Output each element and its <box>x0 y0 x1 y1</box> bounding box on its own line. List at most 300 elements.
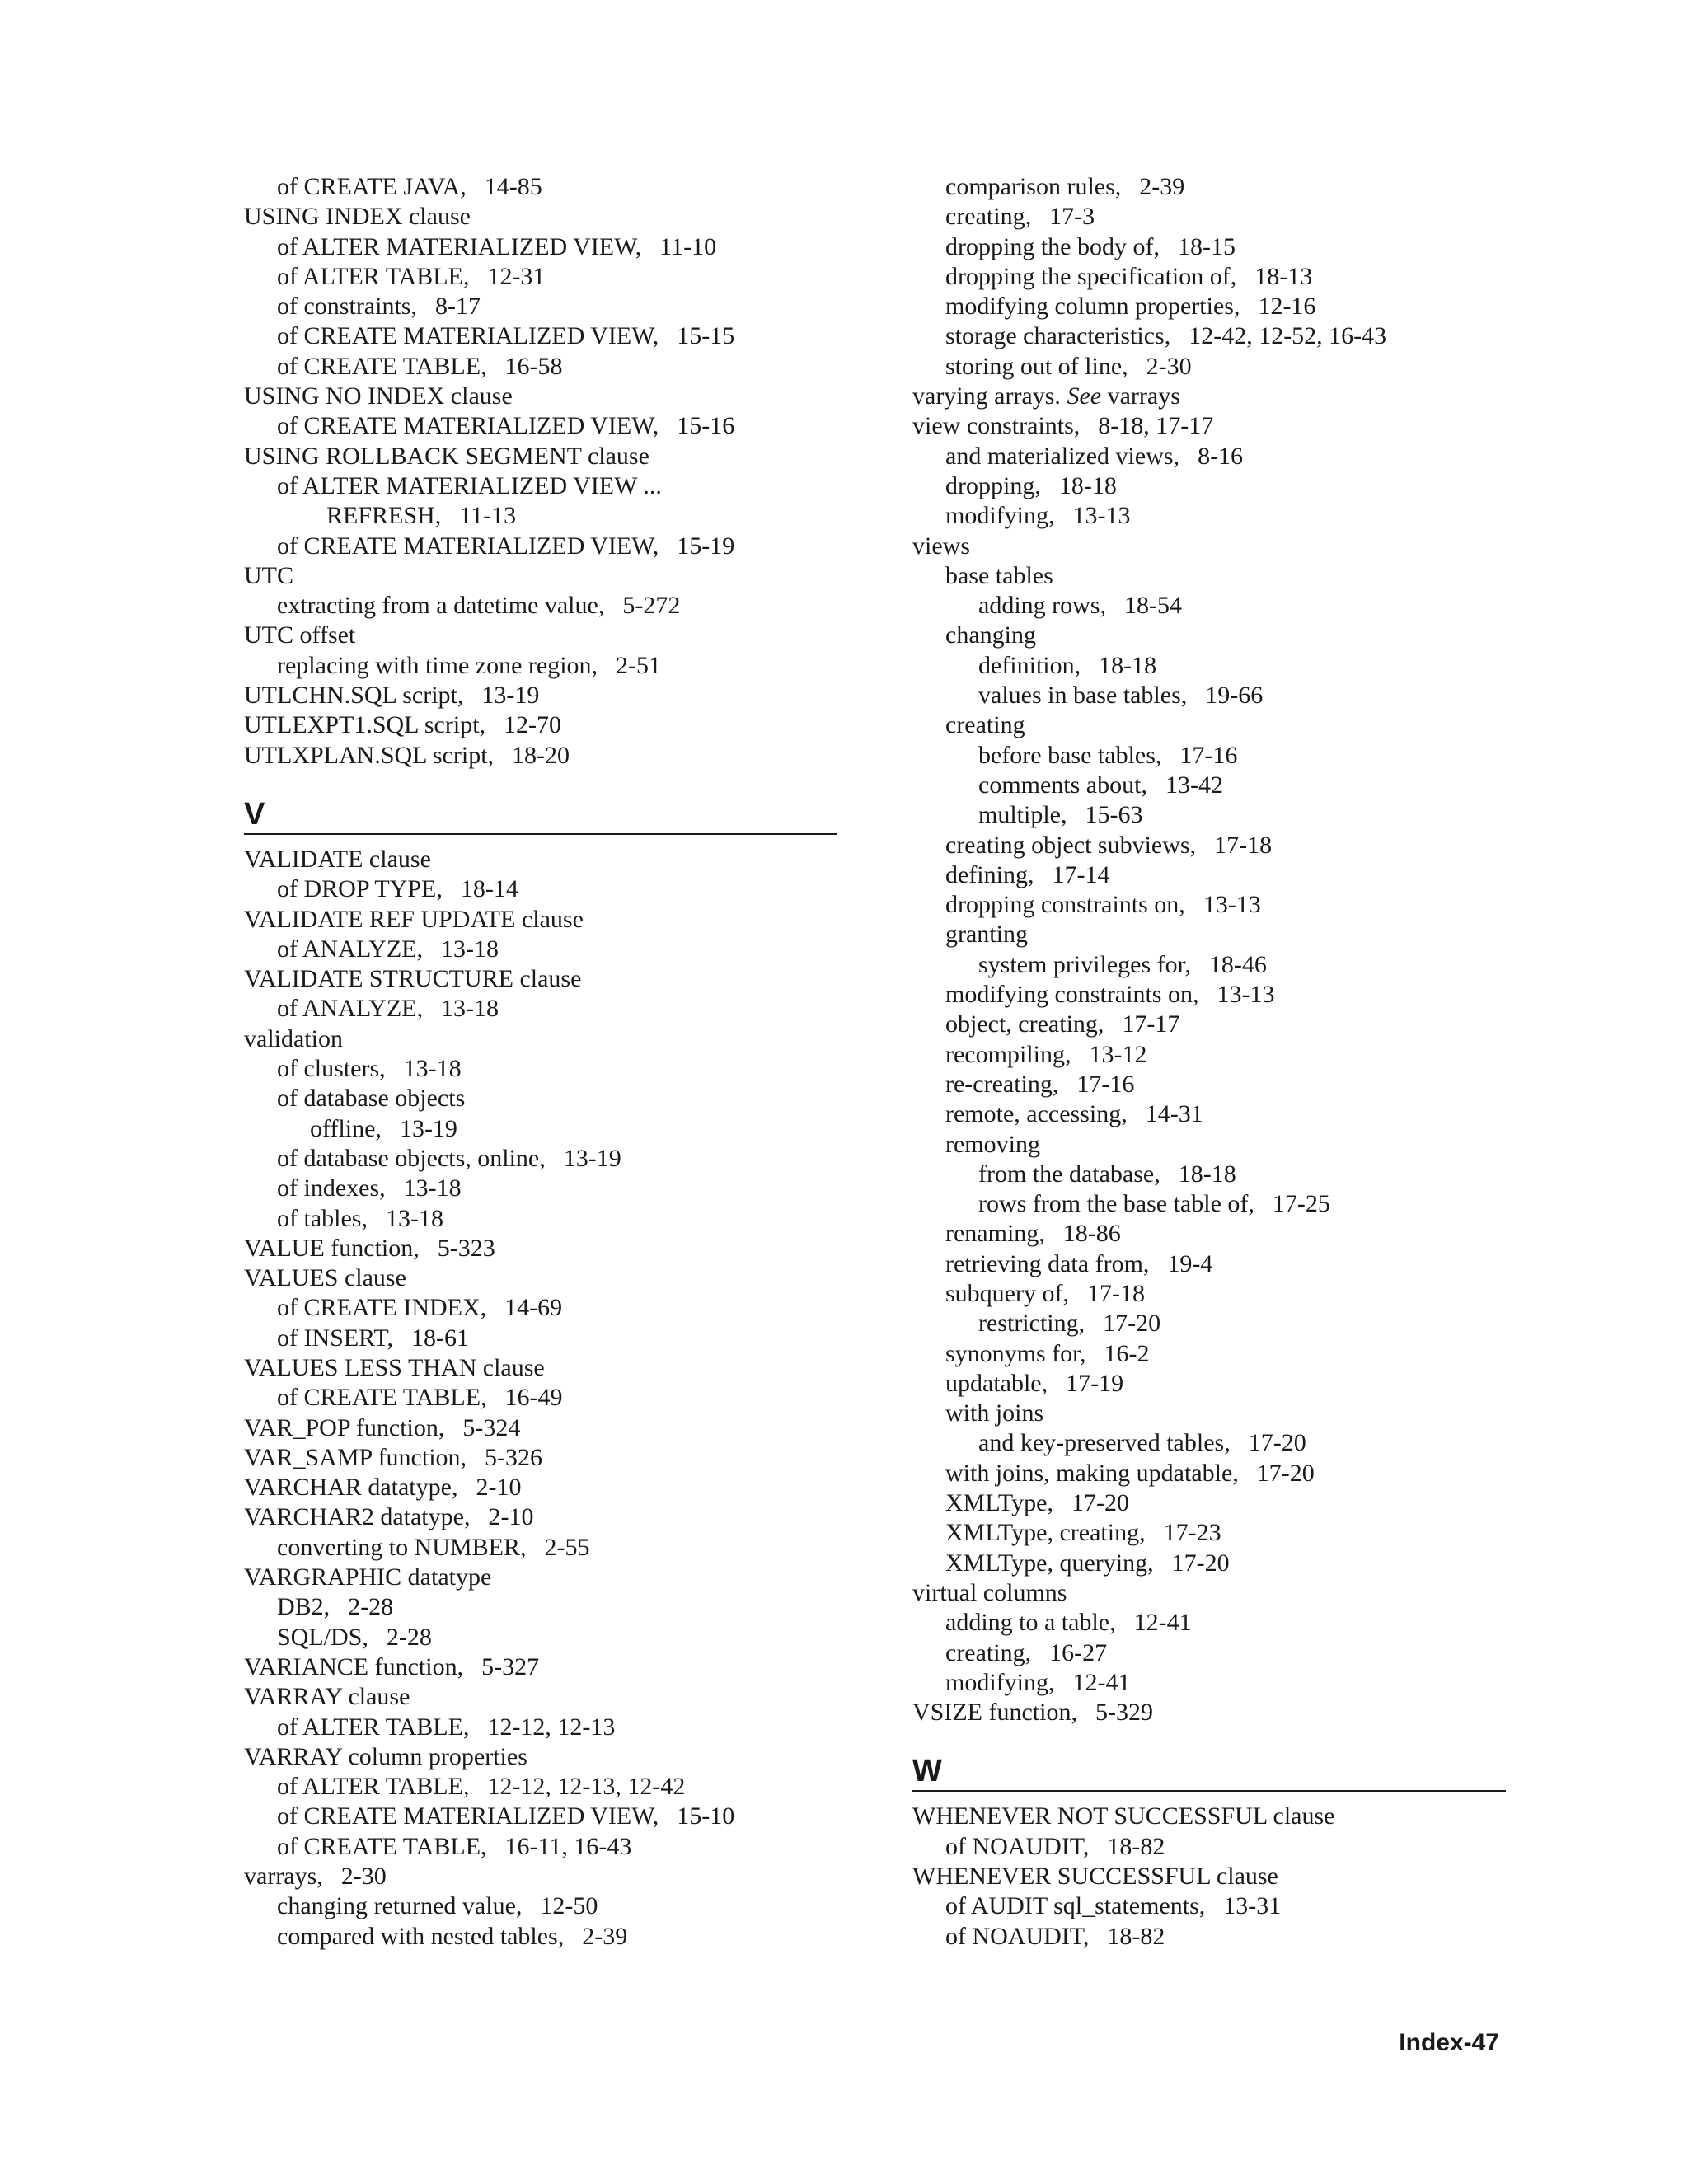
index-entry <box>244 994 837 1024</box>
index-term: UTC <box>244 561 293 589</box>
index-entry <box>912 1219 1506 1249</box>
index-entry <box>912 442 1506 471</box>
index-entry <box>244 1563 837 1592</box>
page-reference: 12-31 <box>487 262 546 290</box>
index-term: dropping the body of, <box>945 232 1160 260</box>
index-entry <box>912 1922 1506 1952</box>
index-entry <box>244 1263 837 1293</box>
index-term: VARRAY clause <box>244 1683 410 1711</box>
index-term: of NOAUDIT, <box>945 1922 1090 1950</box>
page-reference: 12-50 <box>540 1892 598 1920</box>
page-reference: 17-20 <box>1103 1310 1161 1338</box>
page-reference: 18-86 <box>1062 1220 1121 1248</box>
page-reference: 2-51 <box>616 651 662 679</box>
index-entry <box>912 561 1506 591</box>
index-letter-heading: V <box>244 771 837 835</box>
index-entry <box>244 845 837 874</box>
page-reference: 13-13 <box>1217 981 1275 1009</box>
index-term: of ALTER TABLE, <box>277 262 470 290</box>
index-entry <box>912 1518 1506 1548</box>
index-entry <box>244 382 837 411</box>
index-term: USING NO INDEX clause <box>244 382 513 410</box>
page-reference: 13-13 <box>1203 891 1261 919</box>
page-reference: 12-41 <box>1133 1609 1192 1637</box>
index-entry <box>912 591 1506 621</box>
page-reference: 18-13 <box>1254 262 1313 290</box>
index-term: UTLXPLAN.SQL script, <box>244 741 495 769</box>
index-term: XMLType, <box>945 1489 1053 1517</box>
page-reference: 17-14 <box>1052 860 1110 888</box>
index-term: of CREATE MATERIALIZED VIEW, <box>277 412 659 440</box>
index-entry <box>244 874 837 904</box>
index-entry <box>912 172 1506 202</box>
index-term: VAR_SAMP function, <box>244 1443 467 1471</box>
index-entry <box>912 1130 1506 1160</box>
index-entry <box>244 561 837 591</box>
index-term: comments about, <box>978 771 1147 799</box>
index-entry <box>912 471 1506 501</box>
page-reference: 13-18 <box>403 1055 462 1083</box>
index-term: of CREATE INDEX, <box>277 1294 487 1322</box>
index-entry <box>244 1502 837 1532</box>
index-entry <box>912 771 1506 800</box>
index-entry <box>912 1249 1506 1279</box>
page-reference: 12-16 <box>1258 293 1316 321</box>
index-entry <box>244 1114 837 1144</box>
page-reference: 15-19 <box>677 532 735 560</box>
index-entry <box>244 172 837 202</box>
index-entry <box>244 964 837 994</box>
page-reference: 16-11, 16-43 <box>504 1832 632 1860</box>
page-reference: 17-20 <box>1171 1549 1230 1577</box>
index-term: varrays, <box>244 1863 323 1891</box>
index-entry <box>244 501 837 531</box>
index-entry <box>912 1339 1506 1369</box>
index-entry <box>912 1010 1506 1039</box>
page-reference: 8-16 <box>1198 442 1244 470</box>
index-entry <box>912 1040 1506 1070</box>
index-entry <box>912 860 1506 890</box>
page-reference: 17-23 <box>1163 1519 1221 1547</box>
page-reference: 13-18 <box>403 1174 462 1202</box>
page-reference: 18-54 <box>1123 592 1182 620</box>
index-term: views <box>912 532 970 560</box>
index-entry <box>244 1922 837 1952</box>
index-entry <box>244 1713 837 1742</box>
page-reference: 17-20 <box>1071 1489 1129 1517</box>
page-reference: 12-12, 12-13, 12-42 <box>487 1773 686 1801</box>
page-reference: 13-31 <box>1223 1892 1282 1920</box>
index-entry <box>244 935 837 964</box>
index-term: WHENEVER NOT SUCCESSFUL clause <box>912 1802 1335 1830</box>
index-term: VALUES LESS THAN clause <box>244 1353 545 1381</box>
index-entry <box>912 1698 1506 1727</box>
page-reference: 2-55 <box>544 1533 590 1561</box>
index-entry <box>244 1682 837 1712</box>
index-term: XMLType, creating, <box>945 1519 1146 1547</box>
index-entry <box>912 1099 1506 1129</box>
index-term: granting <box>945 921 1028 949</box>
index-term: of constraints, <box>277 293 417 321</box>
index-term: changing returned value, <box>277 1892 523 1920</box>
index-entry <box>912 1369 1506 1399</box>
page-reference: 5-324 <box>462 1413 521 1441</box>
index-term: VAR_POP function, <box>244 1413 445 1441</box>
index-term: of ANALYZE, <box>277 935 423 963</box>
page-reference: 13-19 <box>399 1114 457 1142</box>
index-entry <box>912 532 1506 561</box>
index-term: of CREATE TABLE, <box>277 1832 487 1860</box>
page-reference: 15-63 <box>1085 801 1143 829</box>
index-entry <box>244 710 837 740</box>
index-entry <box>244 1413 837 1443</box>
index-entry <box>244 741 837 771</box>
page-reference: 17-16 <box>1179 741 1238 769</box>
index-entry <box>244 1084 837 1113</box>
index-term: of tables, <box>277 1204 368 1232</box>
index-entry <box>244 352 837 382</box>
index-term: storing out of line, <box>945 352 1128 380</box>
page-reference: 15-16 <box>677 412 735 440</box>
index-entry <box>912 1638 1506 1668</box>
index-term: dropping constraints on, <box>945 891 1185 919</box>
index-term: modifying constraints on, <box>945 981 1199 1009</box>
index-entry <box>244 1174 837 1203</box>
index-term: of ALTER MATERIALIZED VIEW, <box>277 232 642 260</box>
page-reference: 11-10 <box>659 232 717 260</box>
page-reference: 13-18 <box>440 995 499 1023</box>
page-reference: 5-272 <box>622 592 681 620</box>
index-term: converting to NUMBER, <box>277 1533 527 1561</box>
index-term: multiple, <box>978 801 1067 829</box>
page-reference: 11-13 <box>459 502 517 530</box>
index-term: of CREATE MATERIALIZED VIEW, <box>277 322 659 350</box>
index-term: restricting, <box>978 1310 1085 1338</box>
index-entry <box>244 1353 837 1383</box>
index-entry <box>244 442 837 471</box>
index-term: defining, <box>945 860 1034 888</box>
index-entry <box>912 831 1506 860</box>
index-entry <box>912 202 1506 232</box>
index-term: VARGRAPHIC datatype <box>244 1563 492 1591</box>
index-term: removing <box>945 1130 1040 1158</box>
index-term: of NOAUDIT, <box>945 1832 1090 1860</box>
page-reference: 18-18 <box>1178 1160 1236 1188</box>
index-entry <box>912 651 1506 681</box>
index-entry <box>244 1293 837 1323</box>
page-number: Index-47 <box>1399 2029 1499 2056</box>
index-entry <box>244 262 837 292</box>
index-term: VARCHAR datatype, <box>244 1474 458 1502</box>
page-reference: 18-14 <box>460 875 518 903</box>
page-reference: 5-327 <box>481 1652 540 1680</box>
index-term: recompiling, <box>945 1040 1071 1068</box>
page-reference: 8-18, 17-17 <box>1098 412 1214 440</box>
index-term: offline, <box>310 1114 382 1142</box>
index-term: rows from the base table of, <box>978 1190 1254 1218</box>
page-reference: 15-10 <box>677 1802 735 1830</box>
page-reference: 13-42 <box>1165 771 1223 799</box>
index-term: retrieving data from, <box>945 1249 1150 1277</box>
index-term: extracting from a datetime value, <box>277 592 605 620</box>
index-entry <box>244 202 837 232</box>
index-term: comparison rules, <box>945 173 1122 200</box>
index-term: VARRAY column properties <box>244 1742 528 1770</box>
page-reference: 16-49 <box>504 1384 563 1412</box>
index-entry <box>244 532 837 561</box>
page-reference: 17-18 <box>1086 1279 1145 1307</box>
index-term: view constraints, <box>912 412 1081 440</box>
index-entry <box>912 1668 1506 1698</box>
index-term: base tables <box>945 561 1053 589</box>
index-term: SQL/DS, <box>277 1623 368 1651</box>
index-entry <box>244 1383 837 1413</box>
index-term: of CREATE TABLE, <box>277 1384 487 1412</box>
index-entry <box>912 1399 1506 1428</box>
index-entry <box>912 1459 1506 1488</box>
index-term: creating, <box>945 203 1032 231</box>
page-reference: 13-12 <box>1089 1040 1147 1068</box>
page-reference: 15-15 <box>677 322 735 350</box>
page-reference: 8-17 <box>434 293 481 321</box>
index-entry <box>244 1623 837 1652</box>
page-reference: 12-42, 12-52, 16-43 <box>1189 322 1387 350</box>
page-reference: 13-18 <box>440 935 499 963</box>
index-term: modifying, <box>945 1668 1055 1696</box>
index-entry <box>912 1279 1506 1309</box>
page-reference: 16-2 <box>1104 1339 1150 1367</box>
index-entry <box>912 501 1506 531</box>
page-reference: 2-10 <box>488 1503 534 1531</box>
page-reference: 13-19 <box>481 682 540 710</box>
page-reference: 2-30 <box>1146 352 1192 380</box>
index-entry <box>912 382 1506 411</box>
page-reference: 18-18 <box>1058 471 1117 499</box>
index-entry <box>244 681 837 710</box>
index-term: of ALTER TABLE, <box>277 1713 470 1741</box>
index-term: of AUDIT sql_statements, <box>945 1892 1206 1920</box>
page-reference: 2-39 <box>582 1922 628 1950</box>
index-term: compared with nested tables, <box>277 1922 565 1950</box>
index-entry <box>244 1533 837 1563</box>
index-entry <box>912 1549 1506 1578</box>
index-term: DB2, <box>277 1593 331 1621</box>
index-entry <box>912 321 1506 351</box>
index-term: of DROP TYPE, <box>277 875 443 903</box>
page-reference: 17-19 <box>1066 1369 1124 1397</box>
index-entry <box>244 1324 837 1353</box>
index-entry <box>912 890 1506 920</box>
index-entry <box>244 1024 837 1054</box>
index-term: dropping, <box>945 471 1041 499</box>
index-entry <box>244 1832 837 1862</box>
index-term: modifying, <box>945 502 1055 530</box>
index-entry <box>244 1652 837 1682</box>
index-entry <box>244 411 837 441</box>
index-entry <box>912 741 1506 771</box>
page-reference: 14-69 <box>504 1294 563 1322</box>
index-entry <box>912 1802 1506 1831</box>
index-term: of CREATE MATERIALIZED VIEW, <box>277 532 659 560</box>
page-reference: 18-61 <box>410 1324 469 1352</box>
index-term: adding rows, <box>978 592 1106 620</box>
index-entry <box>912 352 1506 382</box>
index-entry <box>912 1608 1506 1638</box>
page-reference: 17-17 <box>1122 1010 1180 1038</box>
index-term: USING INDEX clause <box>244 203 471 231</box>
page-reference: 18-18 <box>1099 651 1157 679</box>
index-entry <box>912 1488 1506 1518</box>
page-reference: 12-70 <box>504 711 562 739</box>
index-entry <box>912 1891 1506 1921</box>
page-reference: 2-39 <box>1139 173 1185 200</box>
index-term: dropping the specification of, <box>945 262 1237 290</box>
index-entry <box>244 292 837 321</box>
index-entry <box>912 1160 1506 1189</box>
index-term: VALIDATE STRUCTURE clause <box>244 965 582 993</box>
see-reference: See <box>1067 382 1102 410</box>
page-reference: 5-323 <box>437 1234 495 1262</box>
index-entry <box>912 950 1506 980</box>
page-reference: 2-28 <box>348 1593 394 1621</box>
index-column-right <box>912 172 1506 1952</box>
index-entry <box>244 1592 837 1622</box>
index-term: VALIDATE clause <box>244 845 431 873</box>
index-entry <box>244 621 837 650</box>
index-term: creating <box>945 711 1025 739</box>
index-entry <box>244 1891 837 1921</box>
index-entry <box>244 1443 837 1473</box>
index-entry <box>912 1070 1506 1099</box>
index-term: VSIZE function, <box>912 1699 1077 1727</box>
index-term: subquery of, <box>945 1279 1069 1307</box>
index-entry <box>912 980 1506 1010</box>
index-entry <box>244 651 837 681</box>
page-reference: 16-58 <box>504 352 563 380</box>
index-entry <box>244 591 837 621</box>
index-entry <box>912 292 1506 321</box>
index-term: of CREATE JAVA, <box>277 173 467 200</box>
index-column-left <box>244 172 837 1952</box>
index-term: renaming, <box>945 1220 1045 1248</box>
index-entry <box>912 1832 1506 1862</box>
page-reference: 13-13 <box>1072 502 1131 530</box>
index-term: validation <box>244 1024 343 1052</box>
index-entry <box>244 1802 837 1831</box>
index-term: before base tables, <box>978 741 1162 769</box>
index-term: with joins <box>945 1399 1044 1427</box>
index-term: values in base tables, <box>978 682 1188 710</box>
index-term: USING ROLLBACK SEGMENT clause <box>244 442 649 470</box>
index-entry <box>244 1054 837 1084</box>
index-term: creating object subviews, <box>945 831 1197 859</box>
page-reference: 16-27 <box>1049 1638 1108 1666</box>
index-term: modifying column properties, <box>945 293 1240 321</box>
page-reference: 14-85 <box>484 173 542 200</box>
page-reference: 17-25 <box>1272 1190 1330 1218</box>
page-reference: 17-20 <box>1256 1459 1315 1487</box>
index-term: synonyms for, <box>945 1339 1086 1367</box>
index-entry <box>912 681 1506 710</box>
index-entry <box>912 1862 1506 1891</box>
page-reference: 5-326 <box>485 1443 543 1471</box>
index-term: of ANALYZE, <box>277 995 423 1023</box>
index-entry <box>244 1234 837 1263</box>
see-target: varrays <box>1101 382 1180 410</box>
page-reference: 2-30 <box>340 1863 387 1891</box>
index-term: REFRESH, <box>326 502 442 530</box>
index-term: VARCHAR2 datatype, <box>244 1503 471 1531</box>
index-entry <box>912 920 1506 949</box>
index-term: VALUES clause <box>244 1264 406 1292</box>
index-term: re-creating, <box>945 1070 1059 1098</box>
index-term: of ALTER MATERIALIZED VIEW ... <box>277 471 662 499</box>
page-reference: 17-16 <box>1076 1070 1135 1098</box>
index-term: creating, <box>945 1638 1032 1666</box>
index-term: VALIDATE REF UPDATE clause <box>244 905 584 933</box>
index-entry <box>244 1772 837 1802</box>
index-term: and materialized views, <box>945 442 1180 470</box>
index-entry <box>244 1742 837 1772</box>
index-term: UTC offset <box>244 621 356 649</box>
page-reference: 17-20 <box>1248 1429 1306 1457</box>
page-reference: 17-18 <box>1214 831 1273 859</box>
index-term: of ALTER TABLE, <box>277 1773 470 1801</box>
index-entry <box>244 1862 837 1891</box>
index-entry <box>912 1189 1506 1219</box>
index-term: with joins, making updatable, <box>945 1459 1239 1487</box>
index-entry <box>244 905 837 935</box>
index-term: WHENEVER SUCCESSFUL clause <box>912 1863 1278 1891</box>
index-term: of INSERT, <box>277 1324 393 1352</box>
page-reference: 13-19 <box>563 1144 621 1172</box>
page-reference: 17-3 <box>1049 203 1095 231</box>
page-reference: 12-12, 12-13 <box>487 1713 616 1741</box>
page-reference: 18-82 <box>1107 1832 1165 1860</box>
index-term: XMLType, querying, <box>945 1549 1154 1577</box>
index-entry <box>912 1428 1506 1458</box>
index-entry <box>244 232 837 262</box>
index-term: of CREATE MATERIALIZED VIEW, <box>277 1802 659 1830</box>
index-entry <box>912 621 1506 650</box>
index-term: system privileges for, <box>978 950 1191 978</box>
index-entry <box>244 1473 837 1502</box>
index-term: varying arrays. <box>912 382 1067 410</box>
page-reference: 18-46 <box>1208 950 1267 978</box>
index-term: of indexes, <box>277 1174 386 1202</box>
page-reference: 19-66 <box>1205 682 1264 710</box>
index-term: of clusters, <box>277 1055 386 1083</box>
index-term: replacing with time zone region, <box>277 651 598 679</box>
page-reference: 18-82 <box>1107 1922 1165 1950</box>
index-term: UTLEXPT1.SQL script, <box>244 711 486 739</box>
index-term: of CREATE TABLE, <box>277 352 487 380</box>
index-entry <box>912 411 1506 441</box>
index-entry <box>912 1578 1506 1608</box>
page-reference: 18-20 <box>512 741 570 769</box>
index-term: from the database, <box>978 1160 1160 1188</box>
index-term: remote, accessing, <box>945 1100 1128 1128</box>
page-reference: 14-31 <box>1145 1100 1203 1128</box>
index-term: virtual columns <box>912 1578 1067 1606</box>
index-entry <box>912 800 1506 830</box>
index-term: definition, <box>978 651 1081 679</box>
page-reference: 19-4 <box>1167 1249 1213 1277</box>
index-term: of database objects, online, <box>277 1144 546 1172</box>
page-reference: 18-15 <box>1177 232 1236 260</box>
page-reference: 2-28 <box>386 1623 432 1651</box>
index-term: VALUE function, <box>244 1234 420 1262</box>
